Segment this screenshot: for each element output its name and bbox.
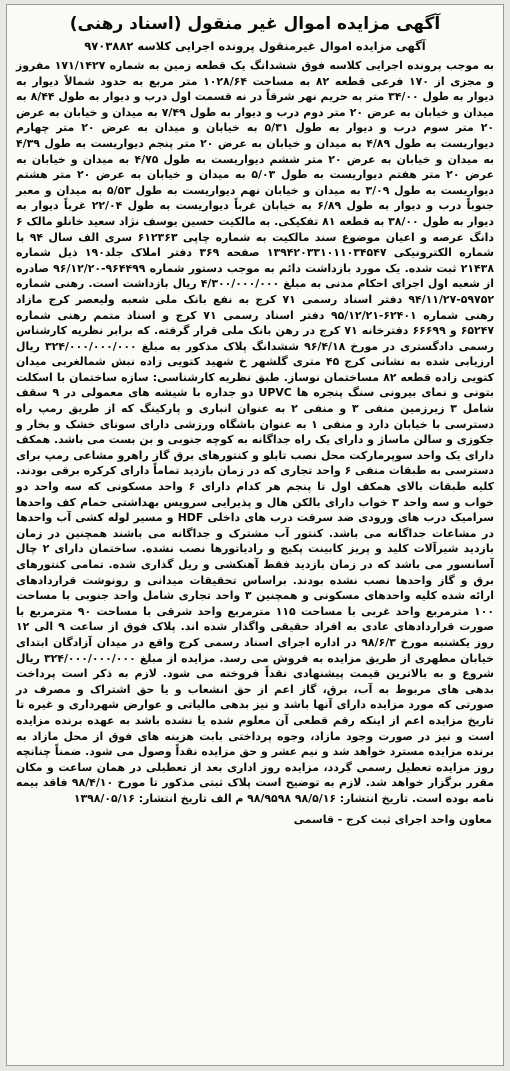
notice-page bbox=[6, 4, 504, 1066]
notice-body bbox=[16, 58, 494, 807]
notice-signature: معاون واحد اجرای ثبت کرج - قاسمی bbox=[293, 812, 492, 826]
notice-title: آگهی مزایده اموال غیر منقول (اسناد رهنی) bbox=[69, 14, 441, 34]
notice-paragraph: به موجب پرونده اجرایی کلاسه فوق ششدانگ یک قطعه زمین به شماره ۱۷۱/۱۴۲۷ مفروز و مجزی از ۱۷۰ فرعی قطعه ۸۲ به مساحت ۱۰۲۸/۶۴ متر مربع به حدود شمالاً دیوار به دیوار به طول ۳۴/۰۰ متر به حریم نهر شرقاً در نه قسمت اول درب و دیوار به طول ۸/۴۴ به میدان و خیابان به عرض ۲۰ متر دوم درب و دیوار به طول ۷/۴۹ به میدان و خیابان به عرض ۲۰ متر سوم درب و دیوار به طول ۵/۳۱ به خیابان و میدان به عرض ۲۰ متر چهارم دیواریست به طول ۴/۸۹ به میدان و خیابان به عرض ۲۰ متر پنجم دیواریست به طول ۴/۳۹ به میدان و خیابان به عرض ۲۰ متر ششم دیواریست به طول ۴/۷۵ به میدان و خیابان به عرض ۲۰ متر هفتم دیواریست به طول ۵/۰۳ به میدان و خیابان به عرض ۲۰ متر هشتم دیواریست به طول ۳/۰۹ به میدان و خیابان نهم دیواریست به طول ۵/۵۳ به میدان و معبر جنوباً درب و دیوار به طول ۶/۸۹ به خیابان غرباً دیواریست به طول ۲۲/۰۴ غرباً دیوار به دیوار به طول ۳۸/۰۰ به قطعه ۸۱ تفکیکی. به مالکیت حسین یوسف نژاد سعید خانلو مالک ۶ دانگ عرصه و اعیان موضوع سند مالکیت به شماره چاپی ۶۱۲۳۶۳ سری الف سال ۹۴ با شماره الکترونیکی ۱۳۹۴۲۰۳۳۱۰۱۱۰۳۴۵۴۷ صفحه ۳۶۹ دفتر املاک جلد۱۹۰ ذیل شماره ۲۱۴۳۸ ثبت شده. یک مورد بازداشت دائم به موجب دستور شماره ۹۶۴۴۹۹-۹۶/۱۲/۲۰ صادره از شعبه اول اجرای احکام مدنی به مبلغ ۴/۳۰۰/۰۰۰/۰۰۰ ریال بازداشت است. رهنی شماره ۵۹۷۵۲-۹۴/۱۱/۲۷ دفتر اسناد رسمی ۷۱ کرج به نفع بانک ملی شعبه ولیعصر کرج مازاد رهنی شماره ۶۲۴۰۱-۹۵/۱۲/۲۱ دفتر اسناد رسمی ۷۱ کرج و اسناد متمم رهنی شماره ۶۵۲۴۷ و ۶۶۶۹۹ دفترخانه ۷۱ کرج در رهن بانک ملی قرار گرفته. که برابر نظریه کارشناس رسمی دادگستری در مورخ ۹۶/۴/۱۸ ششدانگ پلاک مذکور به مبلغ ۳۲۴/۰۰۰/۰۰۰/۰۰۰ ریال ارزیابی شده به نشانی کرج ۴۵ متری گلشهر خ شهید کتویی زاده نبش شمالغربی میدان کتویی زاده قطعه ۸۲ مساختمان نوساز. طبق نظریه کارشناسی: سازه ساختمان با اسکلت بتونی و نمای بیرونی سنگ پنجره ها UPVC دو جداره با شیشه های معمولی در ۹ سقف شامل ۳ زیرزمین منفی ۳ و منفی ۲ به عنوان انباری و پارکینگ که از طریق رمپ راه دسترسی با خیابان دارد و منفی ۱ به عنوان باشگاه ورزشی دارای سونای خشک و بخار و جکوزی و سالن ماساژ و دارای یک راه جداگانه به کوچه جنوبی و بن بست می باشد. همکف دارای یک واحد سوپرمارکت محل نصب تابلو و کنتورهای برق گاز راهرو مشاعی رمپ برای دسترسی به طبقات منفی ۶ واحد تجاری که در زمان بازدید تماماً دارای کرکره برقی بودند. کلیه طبقات بالای همکف اول تا پنجم هر کدام دارای ۶ واحد مسکونی که سه واحد دو خواب و سه واحد ۳ خواب دارای بالکن هال و پذیرایی سرویس بهداشتی حمام کف واحدها سرامیک درب های ورودی ضد سرقت درب های داخلی HDF و مسیر لوله کشی آب واحدها در مشاعات جداگانه می باشد. کنتور آب مشترک و جداگانه می باشند همچنین در زمان بازدید شیرآلات کلید و پریز کابینت پکیج و رادیاتورها نصب نشده. ساختمان دارای ۲ چال آسانسور می باشد که در زمان بازدید فقط آهنکشی و ریل گذاری شده. تمامی کنتورهای برق و گاز واحدها نصب نشده بودند. براساس تحقیقات میدانی و رونوشت قراردادهای ارائه شده کلیه واحدهای مسکونی و همچنین ۳ واحد تجاری شامل واحد جنوبی با مساحت ۱۰۰ مترمربع واحد غربی با مساحت ۱۱۵ مترمربع واحد شرقی با مساحت ۹۰ مترمربع با صورت قراردادهای عادی به افراد حقیقی واگذار شده اند. پلاک فوق از ساعت ۹ الی ۱۲ روز یکشنبه مورخ ۹۸/۶/۳ در اداره اجرای اسناد رسمی کرج واقع در میدان آزادگان ابتدای خیابان مطهری از طریق مزایده به فروش می رسد. مزایده از مبلغ ۳۲۴/۰۰۰/۰۰۰/۰۰۰ ریال شروع و به بالاترین قیمت پیشنهادی نقداً فروخته می شود. لازم به ذکر است پرداخت بدهی های مربوط به آب، برق، گاز اعم از حق انشعاب و یا حق اشتراک و مصرف در صورتی که مورد مزایده دارای آنها باشد و نیز بدهی مالیاتی و عوارض شهرداری و غیره تا تاریخ مزایده اعم از اینکه رقم قطعی آن معلوم شده یا نشده باشد به عهده برنده مزایده است و نیز در صورت وجود مازاد، وجوه پرداختی بابت هزینه های فوق از محل مازاد به برنده مزایده مسترد خواهد شد و نیم عشر و حق مزایده نقداً وصول می شود. ضمناً چنانچه روز مزایده تعطیل رسمی گردد، مزایده روز اداری بعد از تعطیلی در همان ساعت و مکان مقرر برگزار خواهد شد. لازم به توضیح است پلاک ثبتی مذکور تا مورخ ۹۸/۴/۱۰ فاقد بیمه نامه بوده است. تاریخ انتشار: ۹۸/۵/۱۶ ۹۸/۹۵۹۸ م الف تاریخ انتشار: ۱۳۹۸/۰۵/۱۶ bbox=[16, 59, 495, 805]
notice-subtitle: آگهی مزایده اموال غیرمنقول پرونده اجرایی کلاسه ۹۷۰۳۸۸۲ bbox=[84, 39, 426, 53]
